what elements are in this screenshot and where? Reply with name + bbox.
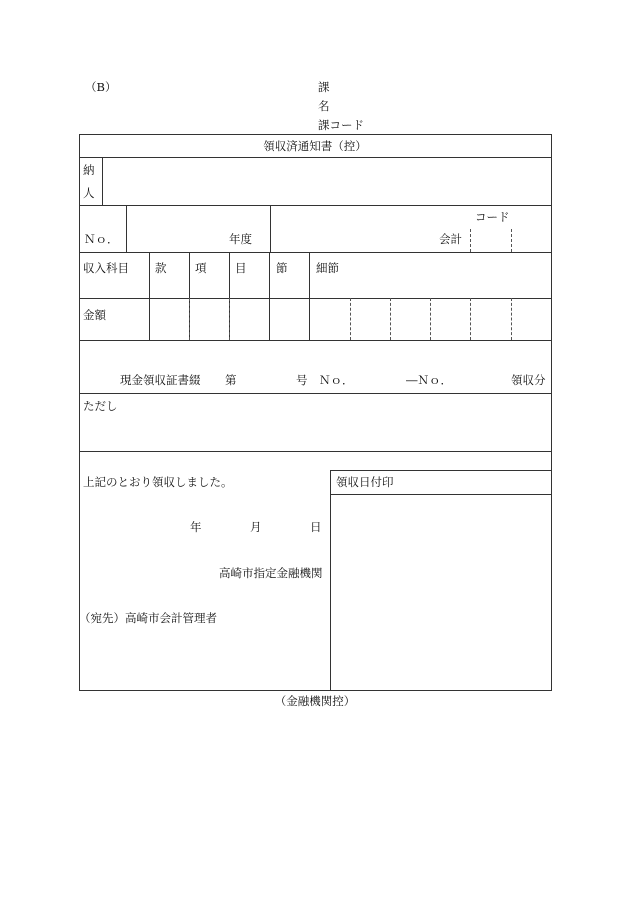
fiscal-year-label: 年度	[229, 232, 252, 246]
amount-digit-divider	[390, 298, 391, 340]
rule	[79, 205, 552, 206]
stamp-box-left	[330, 470, 331, 691]
amount-digit-divider	[511, 298, 512, 340]
amount-digit-divider	[229, 298, 230, 340]
setsu-label: 節	[276, 261, 288, 275]
column-divider	[309, 252, 310, 340]
month-label: 月	[250, 520, 262, 534]
form-title: 領収済通知書（控）	[263, 139, 367, 153]
no-divider	[126, 205, 127, 252]
amount-digit-divider	[350, 298, 351, 340]
payer-label: 納	[83, 163, 95, 177]
addressee-label: （宛先）高崎市会計管理者	[79, 611, 217, 625]
amount-digit-divider	[470, 298, 471, 340]
received-statement: 上記のとおり領収しました。	[83, 475, 233, 489]
institution-label: 高崎市指定金融機関	[219, 566, 323, 580]
name-label: 名	[318, 99, 330, 113]
amount-digit-divider	[189, 298, 190, 340]
rule	[79, 451, 552, 452]
section-code-label: 課コード	[318, 118, 364, 132]
amount-label: 金額	[83, 308, 106, 322]
form-variant-label: （B）	[85, 80, 117, 94]
saisetsu-label: 細節	[316, 261, 339, 275]
kou-label: 項	[195, 261, 207, 275]
no-label-2: Ｎｏ．	[319, 373, 354, 387]
code-divider	[511, 229, 512, 252]
day-label: 日	[310, 520, 322, 534]
kan-label: 款	[155, 261, 167, 275]
year-label: 年	[190, 520, 202, 534]
amount-digit-divider	[430, 298, 431, 340]
rule	[79, 340, 552, 341]
payer-label: 人	[83, 186, 95, 200]
section-label: 課	[318, 80, 330, 94]
receipt-portion-label: 領収分	[511, 373, 546, 387]
receipt-cert-label: 現金領収証書綴	[120, 373, 201, 387]
dai-label: 第	[225, 373, 237, 387]
moku-label: 目	[235, 261, 247, 275]
no-range-label: ―Ｎｏ．	[406, 373, 452, 387]
gou-label: 号	[296, 373, 308, 387]
revenue-item-label: 収入科目	[83, 261, 129, 275]
rule	[79, 393, 552, 394]
remarks-label: ただし	[83, 399, 118, 413]
rule	[330, 494, 552, 495]
copy-label: （金融機関控）	[274, 694, 356, 708]
rule	[79, 157, 552, 158]
column-divider	[149, 252, 150, 340]
account-label: 会計	[439, 232, 462, 246]
payer-divider	[102, 157, 103, 205]
stamp-box-top	[330, 470, 552, 471]
code-label: コード	[475, 210, 510, 224]
year-divider	[270, 205, 271, 252]
no-label: Ｎｏ．	[84, 232, 119, 246]
column-divider	[269, 252, 270, 340]
receipt-date-stamp-label: 領収日付印	[336, 475, 394, 489]
code-divider	[470, 229, 471, 252]
